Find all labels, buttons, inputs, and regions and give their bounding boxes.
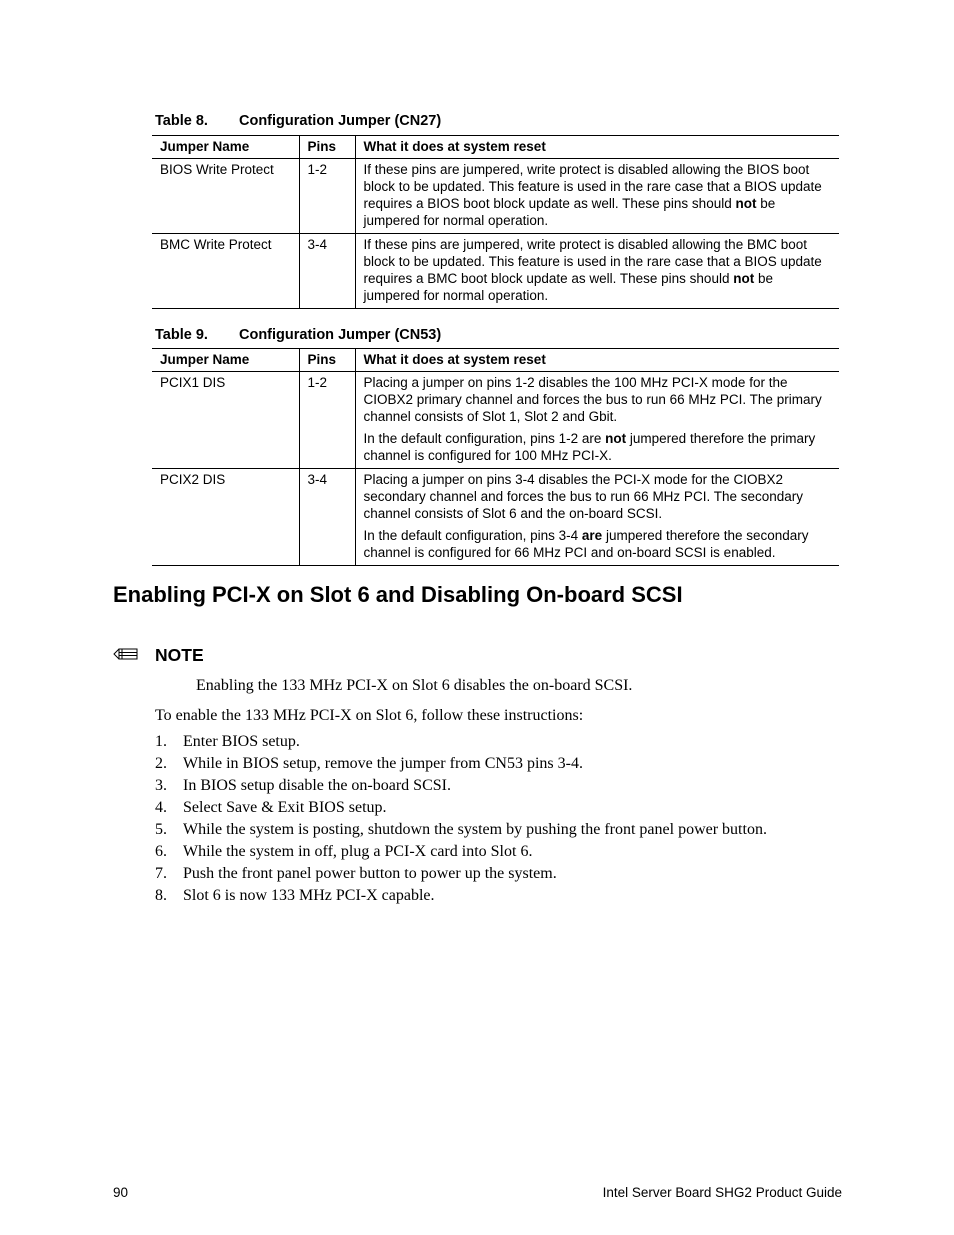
step-number: 4.	[155, 799, 167, 816]
description-text: jumpered therefore the secondary channel is configured for 66 MHz PCI and on-board SCSI is enabled.	[363, 528, 809, 560]
table8-header-jumper-name: Jumper Name	[152, 136, 299, 159]
jumper-name-cell: BMC Write Protect	[152, 234, 299, 309]
list-item	[155, 841, 767, 863]
step-text: Select Save & Exit BIOS setup.	[183, 799, 387, 816]
table8-title: Configuration Jumper (CN27)	[239, 113, 442, 129]
description-paragraph: Placing a jumper on pins 3-4 disables the PCI-X mode for the CIOBX2 secondary channel and forces the bus to run 66 MHz PCI. The secondary channel consists of Slot 6 and the on-board SCSI.	[363, 472, 803, 521]
table9-header-description: What it does at system reset	[355, 349, 839, 372]
step-text: Slot 6 is now 133 MHz PCI-X capable.	[183, 887, 435, 904]
table9-title: Configuration Jumper (CN53)	[239, 327, 442, 343]
description-text: If these pins are jumpered, write protect is disabled allowing the BIOS boot block to be updated. This feature is used in the rare case that a BIOS update requires a BIOS boot block update as well. These pins should	[363, 162, 822, 211]
description-emphasis: not	[735, 196, 757, 211]
jumper-name-cell: PCIX1 DIS	[152, 372, 299, 469]
description-text: In the default configuration, pins 1-2 are	[363, 431, 606, 446]
step-number: 2.	[155, 755, 167, 772]
table8	[152, 135, 839, 309]
table-row	[152, 372, 839, 469]
list-item	[155, 753, 767, 775]
jumper-name-cell: PCIX2 DIS	[152, 469, 299, 566]
description-text: jumpered therefore the primary channel is configured for 100 MHz PCI-X.	[363, 431, 816, 463]
step-number: 5.	[155, 821, 167, 838]
description-text: be jumpered for normal operation.	[363, 196, 776, 228]
instruction-list	[155, 731, 767, 907]
step-text: Enter BIOS setup.	[183, 733, 300, 750]
table9-header-jumper-name: Jumper Name	[152, 349, 299, 372]
list-item	[155, 797, 767, 819]
step-number: 3.	[155, 777, 167, 794]
page-number: 90	[113, 1185, 129, 1200]
list-item	[155, 731, 767, 753]
table-row	[152, 469, 839, 566]
list-item	[155, 775, 767, 797]
step-number: 6.	[155, 843, 167, 860]
section-heading: Enabling PCI-X on Slot 6 and Disabling On-board SCSI	[113, 582, 683, 607]
step-text: While in BIOS setup, remove the jumper from CN53 pins 3-4.	[183, 755, 583, 772]
description-text: be jumpered for normal operation.	[363, 271, 773, 303]
description-emphasis: not	[605, 431, 627, 446]
description-text: In the default configuration, pins 3-4	[363, 528, 582, 543]
description-cell	[355, 372, 839, 469]
description-text: If these pins are jumpered, write protect is disabled allowing the BMC boot block to be updated. This feature is used in the rare case that a BIOS update requires a BMC boot block update as well. These pins should	[363, 237, 822, 286]
table8-header-row	[152, 136, 839, 159]
description-emphasis: not	[733, 271, 755, 286]
note-text: Enabling the 133 MHz PCI-X on Slot 6 disables the on-board SCSI.	[196, 677, 633, 694]
note-header	[113, 645, 204, 666]
list-item	[155, 863, 767, 885]
table9-number: Table 9.	[155, 327, 208, 343]
table-row	[152, 159, 839, 234]
table8-header-description: What it does at system reset	[355, 136, 839, 159]
table9-header-pins: Pins	[299, 349, 355, 372]
note-label: NOTE	[155, 645, 204, 665]
pins-cell: 1-2	[299, 159, 355, 234]
instructions-intro: To enable the 133 MHz PCI-X on Slot 6, follow these instructions:	[155, 707, 584, 724]
description-cell	[355, 234, 839, 309]
step-text: Push the front panel power button to power up the system.	[183, 865, 557, 882]
table9-header-row	[152, 349, 839, 372]
step-number: 1.	[155, 733, 167, 750]
step-text: While the system in off, plug a PCI-X card into Slot 6.	[183, 843, 533, 860]
description-emphasis: are	[581, 528, 603, 543]
step-number: 8.	[155, 887, 167, 904]
pins-cell: 1-2	[299, 372, 355, 469]
description-cell	[355, 159, 839, 234]
list-item	[155, 819, 767, 841]
footer-doc-title: Intel Server Board SHG2 Product Guide	[602, 1185, 842, 1200]
pins-cell: 3-4	[299, 469, 355, 566]
jumper-name-cell: BIOS Write Protect	[152, 159, 299, 234]
list-item	[155, 885, 767, 907]
table-row	[152, 234, 839, 309]
description-cell	[355, 469, 839, 566]
description-paragraph: Placing a jumper on pins 1-2 disables the 100 MHz PCI-X mode for the CIOBX2 primary channel and forces the bus to run 66 MHz PCI. The primary channel consists of Slot 1, Slot 2 and Gbit.	[363, 375, 822, 424]
table8-caption	[155, 113, 441, 129]
step-text: While the system is posting, shutdown the system by pushing the front panel power button.	[183, 821, 767, 838]
table8-number: Table 8.	[155, 113, 208, 129]
step-text: In BIOS setup disable the on-board SCSI.	[183, 777, 451, 794]
table9-caption	[155, 327, 441, 343]
step-number: 7.	[155, 865, 167, 882]
pencil-icon	[113, 645, 155, 666]
table9	[152, 348, 839, 566]
table8-header-pins: Pins	[299, 136, 355, 159]
pins-cell: 3-4	[299, 234, 355, 309]
